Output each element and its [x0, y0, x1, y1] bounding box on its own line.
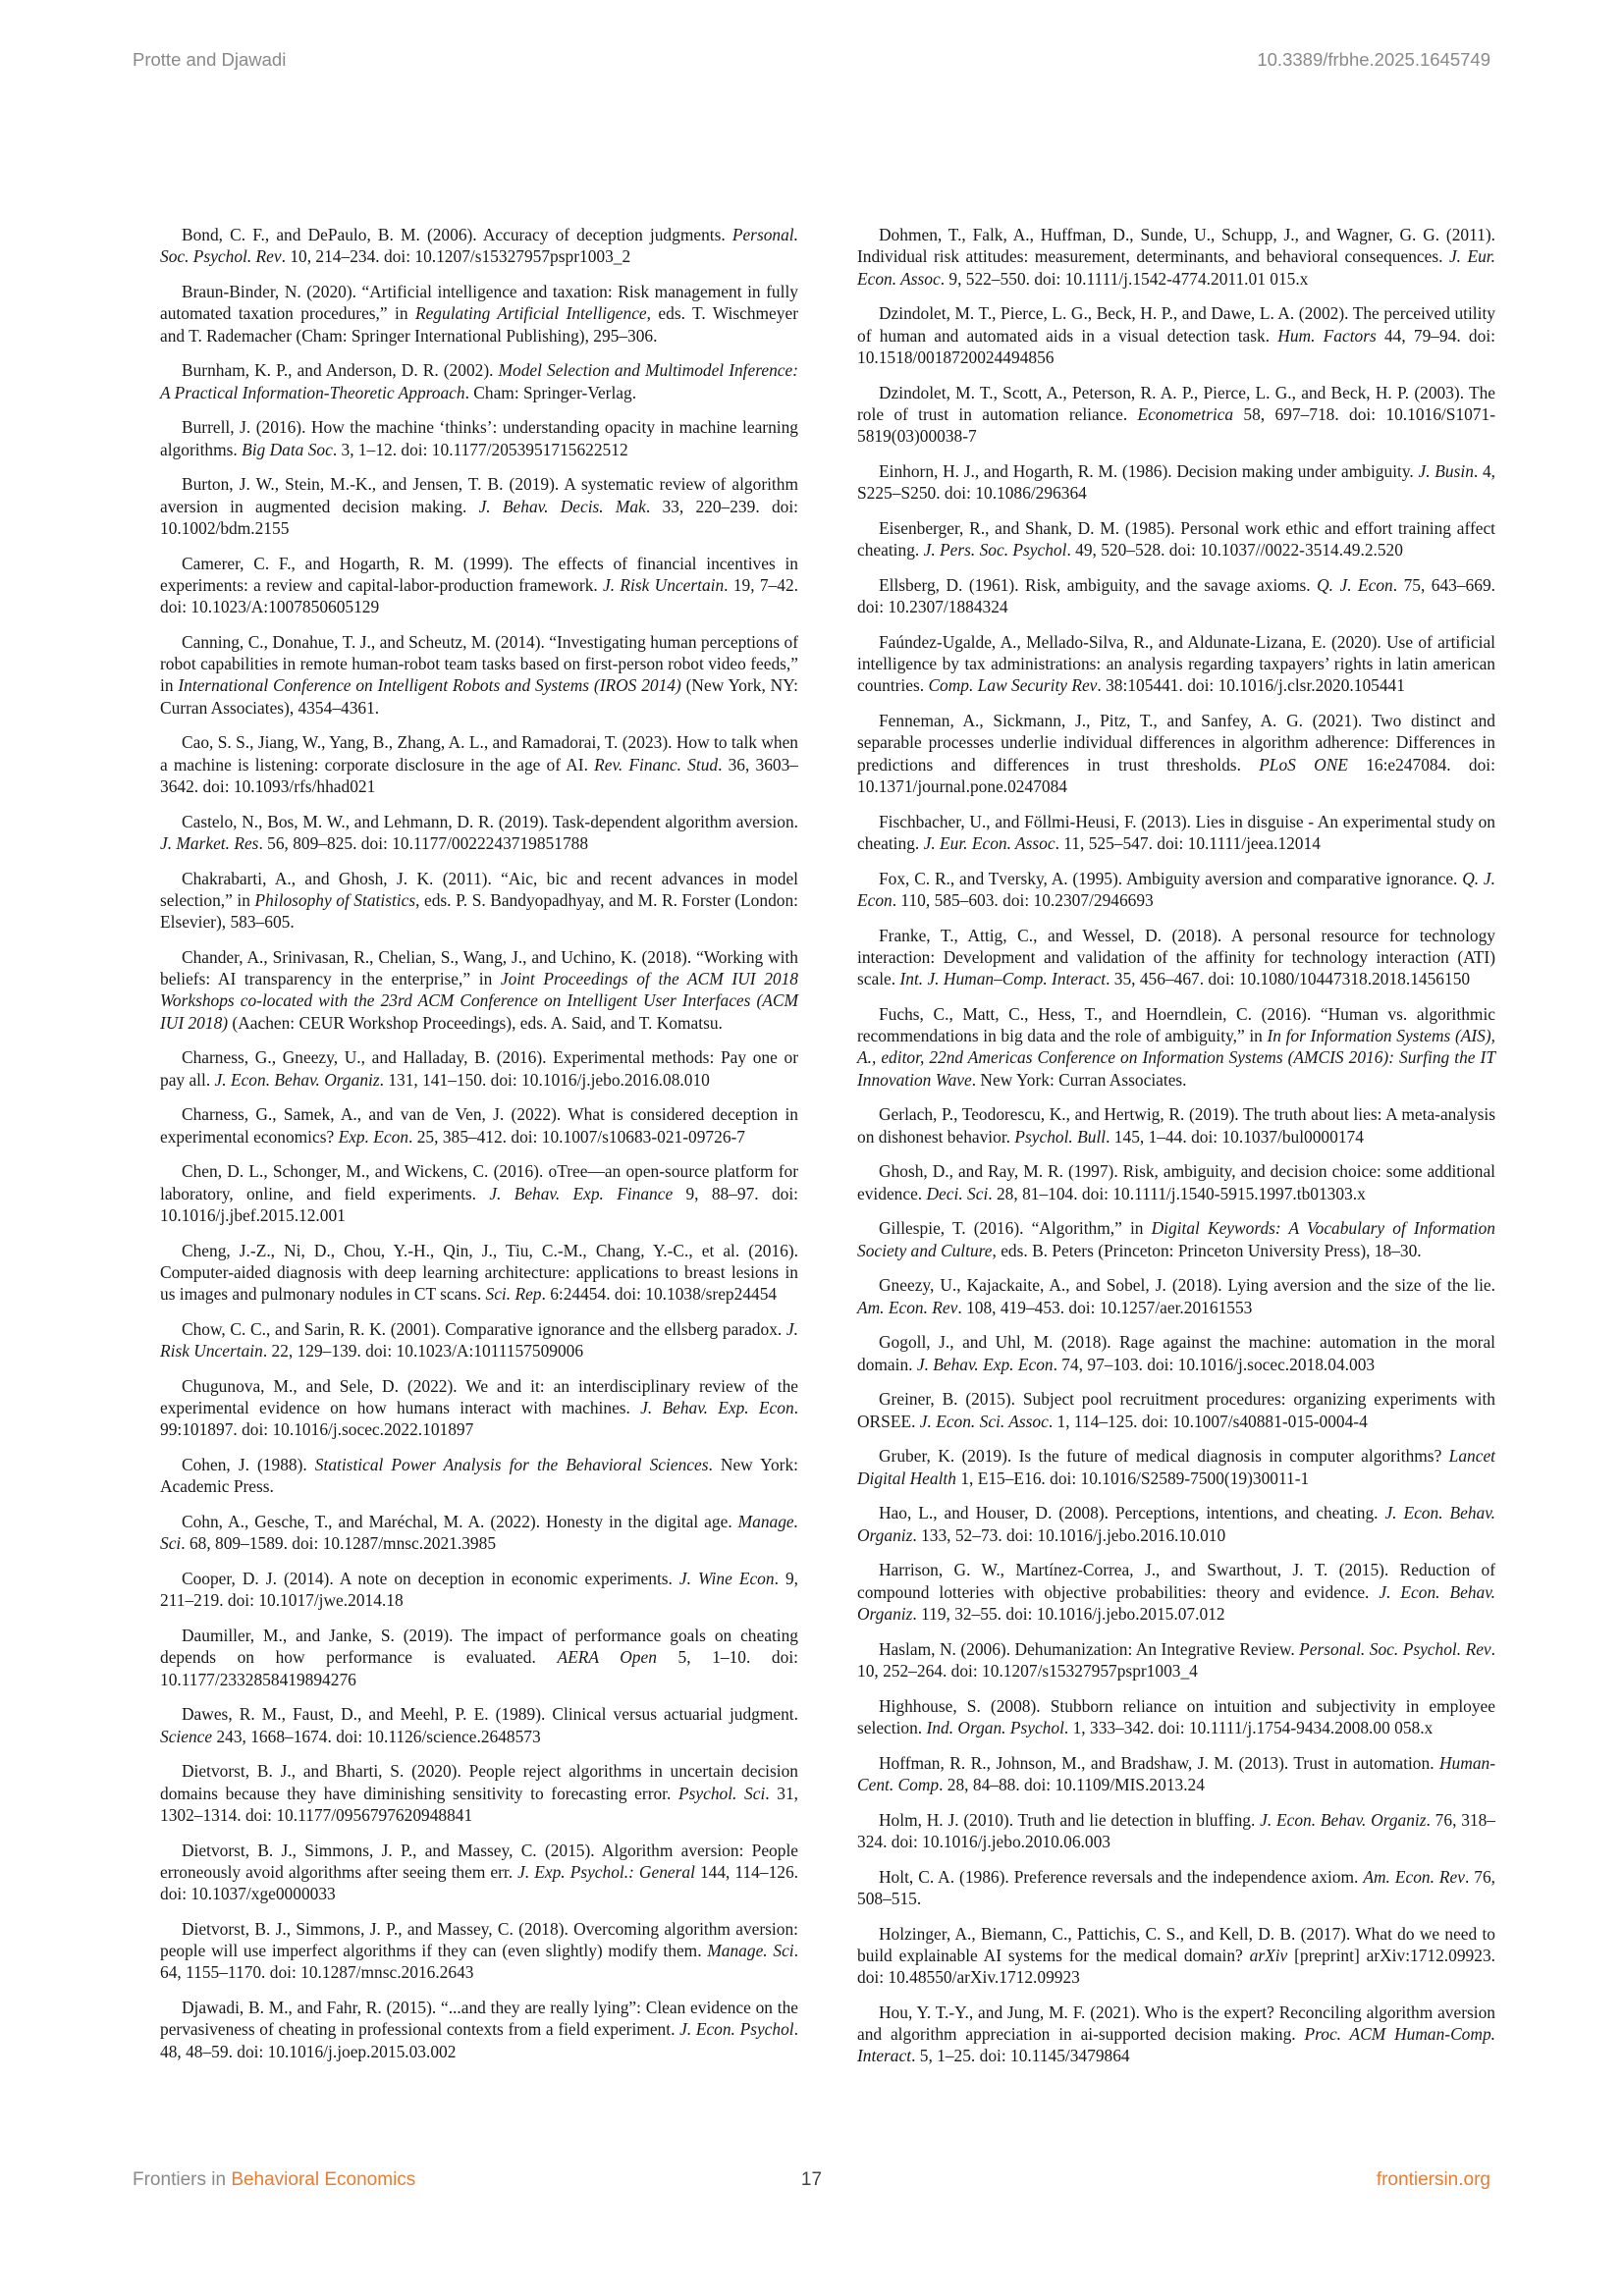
reference-text: Dohmen, T., Falk, A., Huffman, D., Sunde, U., Schupp, J., and Wagner, G. G. (2011). Individual risk attitudes: measurement, determinants, and behavioral consequences.	[857, 225, 1495, 267]
reference-entry	[160, 553, 798, 618]
page-number: 17	[800, 2169, 823, 2190]
reference-text: . 4, S225–S250. doi: 10.1086/296364	[857, 460, 1495, 503]
reference-text: . Cham: Springer-Verlag.	[464, 382, 637, 402]
reference-journal-title: Exp. Econ	[338, 1126, 409, 1147]
reference-entry	[857, 1103, 1495, 1148]
reference-entry	[857, 1445, 1495, 1489]
reference-journal-title: AERA Open	[557, 1647, 657, 1668]
reference-text: Dzindolet, M. T., Pierce, L. G., Beck, H. P., and Dawe, L. A. (2002). The perceived utility of human and automated aids in a visual detection task.	[857, 303, 1495, 346]
reference-text: . 68, 809–1589. doi: 10.1287/mnsc.2021.3985	[181, 1533, 497, 1554]
reference-text: Djawadi, B. M., and Fahr, R. (2015). “...and they are really lying”: Clean evidence on the pervasiveness of cheating in professional contexts from a field experiment.	[160, 1998, 798, 2040]
reference-entry	[857, 811, 1495, 855]
reference-text: 243, 1668–1674. doi: 10.1126/science.2648573	[212, 1726, 541, 1746]
reference-entry	[857, 460, 1495, 505]
reference-text: . New York: Academic Press.	[160, 1455, 798, 1497]
reference-text: . 6:24454. doi: 10.1038/srep24454	[541, 1284, 778, 1304]
reference-text: , eds. P. S. Bandyopadhyay, and M. R. Forster (London: Elsevier), 583–605.	[160, 889, 798, 932]
reference-entry	[857, 1752, 1495, 1796]
reference-entry	[160, 1760, 798, 1826]
reference-text: . 56, 809–825. doi: 10.1177/0022243719851788	[258, 832, 589, 853]
reference-entry	[857, 1809, 1495, 1853]
reference-entry	[160, 1997, 798, 2062]
reference-journal-title: J. Behav. Exp. Econ	[916, 1354, 1054, 1374]
reference-text: Dietvorst, B. J., Simmons, J. P., and Massey, C. (2015). Algorithm aversion: People erroneously avoid algorithms after seeing them err.	[160, 1840, 798, 1882]
reference-text: Einhorn, H. J., and Hogarth, R. M. (1986). Decision making under ambiguity.	[879, 460, 1419, 481]
reference-text: Cohen, J. (1988).	[182, 1455, 315, 1474]
reference-text: . 9, 522–550. doi: 10.1111/j.1542-4774.2011.01 015.x	[940, 268, 1309, 289]
reference-entry	[857, 517, 1495, 561]
reference-entry	[160, 1568, 798, 1612]
reference-entry	[160, 224, 798, 268]
reference-entry	[857, 631, 1495, 697]
reference-journal-title: J. Risk Uncertain	[160, 1318, 798, 1361]
reference-journal-title: Hum. Factors	[1277, 325, 1377, 346]
reference-text: Burton, J. W., Stein, M.-K., and Jensen, T. B. (2019). A systematic review of algorithm aversion in augmented decision making.	[160, 474, 798, 516]
reference-text: Franke, T., Attig, C., and Wessel, D. (2018). A personal resource for technology interaction: Development and validation of the affinity for technology interaction (ATI) scale.	[857, 925, 1495, 988]
reference-journal-title: PLoS ONE	[1259, 754, 1348, 774]
reference-entry	[160, 1046, 798, 1091]
reference-text: . 76, 318–324. doi: 10.1016/j.jebo.2010.06.003	[857, 1809, 1495, 1851]
reference-journal-title: Ind. Organ. Psychol	[926, 1717, 1064, 1737]
reference-text: Fenneman, A., Sickmann, J., Pitz, T., and Sanfey, A. G. (2021). Two distinct and separable processes underlie individual differences in algorithm adherence: Differences in predictions and differences in trust thresholds.	[857, 711, 1495, 774]
reference-text: . 1, 114–125. doi: 10.1007/s40881-015-0004-4	[1048, 1411, 1368, 1431]
reference-text: . 3, 1–12. doi: 10.1177/2053951715622512	[332, 439, 628, 459]
reference-text: Cheng, J.-Z., Ni, D., Chou, Y.-H., Qin, J., Tiu, C.-M., Chang, Y.-C., et al. (2016). Computer-aided diagnosis with deep learning architecture: applications to breast lesions in us images and pulmonary nodules in CT scans.	[160, 1240, 798, 1304]
reference-text: . 35, 456–467. doi: 10.1080/10447318.2018.1456150	[1106, 969, 1471, 988]
reference-entry	[857, 1388, 1495, 1432]
running-header	[133, 49, 1490, 79]
reference-text: Harrison, G. W., Martínez-Correa, J., and Swarthout, J. T. (2015). Reduction of compound lotteries with objective probabilities: theory and evidence.	[857, 1560, 1495, 1602]
reference-text: Burrell, J. (2016). How the machine ‘thinks’: understanding opacity in machine learning algorithms.	[160, 417, 798, 459]
reference-journal-title: Manage. Sci	[707, 1941, 794, 1960]
reference-journal-title: Philosophy of Statistics	[254, 889, 416, 910]
reference-journal-title: Digital Keywords: A Vocabulary of Information Society and Culture	[857, 1218, 1496, 1260]
reference-text: . 11, 525–547. doi: 10.1111/jeea.12014	[1055, 832, 1321, 853]
reference-text: 58, 697–718. doi: 10.1016/S1071-5819(03)00038-7	[857, 403, 1495, 446]
reference-journal-title: Psychol. Bull	[1014, 1126, 1107, 1147]
reference-text: . 10, 252–264. doi: 10.1207/s15327957pspr1003_4	[857, 1638, 1495, 1681]
reference-journal-title: J. Econ. Psychol	[679, 2019, 794, 2040]
reference-entry	[857, 1217, 1495, 1261]
reference-journal-title: Joint Proceedings of the ACM IUI 2018 Workshops co-located with the 23rd ACM Conference on Intelligent User Interfaces (ACM IUI 2018)	[160, 969, 798, 1033]
reference-text: . 25, 385–412. doi: 10.1007/s10683-021-09726-7	[408, 1126, 746, 1147]
reference-text: . New York: Curran Associates.	[971, 1069, 1187, 1090]
reference-entry	[160, 946, 798, 1034]
reference-text: Fuchs, C., Matt, C., Hess, T., and Hoerndlein, C. (2016). “Human vs. algorithmic recommendations in big data and the role of ambiguity,” in	[857, 1003, 1495, 1045]
reference-journal-title: Statistical Power Analysis for the Behavioral Sciences	[314, 1455, 709, 1474]
reference-text: . 110, 585–603. doi: 10.2307/2946693	[892, 889, 1154, 910]
reference-journal-title: Manage. Sci	[160, 1512, 798, 1554]
reference-text: Dawes, R. M., Faust, D., and Meehl, P. E. (1989). Clinical versus actuarial judgment.	[182, 1704, 798, 1725]
reference-entry	[160, 1103, 798, 1148]
reference-text: Holzinger, A., Biemann, C., Pattichis, C. S., and Kell, D. B. (2017). What do we need to build explainable AI systems for the medical domain?	[857, 1923, 1495, 1965]
reference-entry	[857, 1559, 1495, 1625]
reference-entry	[160, 359, 798, 403]
footer-site-link[interactable]: frontiersin.org	[1376, 2169, 1490, 2190]
reference-entry	[857, 1331, 1495, 1375]
reference-entry	[160, 631, 798, 719]
reference-text: Hao, L., and Houser, D. (2008). Perceptions, intentions, and cheating.	[879, 1503, 1385, 1523]
reference-text: Gneezy, U., Kajackaite, A., and Sobel, J. (2018). Lying aversion and the size of the lie.	[879, 1275, 1495, 1296]
reference-entry	[160, 1160, 798, 1226]
reference-journal-title: J. Market. Res	[160, 832, 259, 853]
reference-entry	[857, 1923, 1495, 1989]
reference-entry	[160, 868, 798, 934]
reference-text: Chakrabarti, A., and Ghosh, J. K. (2011). “Aic, bic and recent advances in model selection,” in	[160, 868, 798, 910]
reference-entry	[160, 811, 798, 855]
reference-journal-title: Human-Cent. Comp	[857, 1752, 1495, 1794]
reference-text: Chander, A., Srinivasan, R., Chelian, S., Wang, J., and Uchino, K. (2018). “Working with beliefs: AI transparency in the enterprise,” in	[160, 946, 798, 988]
reference-text: Gogoll, J., and Uhl, M. (2018). Rage against the machine: automation in the moral domain.	[857, 1332, 1495, 1374]
reference-text: . 99:101897. doi: 10.1016/j.socec.2022.101897	[160, 1398, 799, 1440]
reference-text: . 64, 1155–1170. doi: 10.1287/mnsc.2016.2643	[160, 1941, 798, 1983]
reference-text: Dzindolet, M. T., Scott, A., Peterson, R. A. P., Pierce, L. G., and Beck, H. P. (2003). The role of trust in automation reliance.	[857, 382, 1495, 424]
reference-text: . 75, 643–669. doi: 10.2307/1884324	[857, 574, 1495, 616]
reference-entry	[857, 1003, 1495, 1091]
reference-journal-title: J. Eur. Econ. Assoc	[923, 832, 1056, 853]
reference-text: Holm, H. J. (2010). Truth and lie detection in bluffing.	[879, 1809, 1261, 1830]
reference-text: Dietvorst, B. J., Simmons, J. P., and Massey, C. (2018). Overcoming algorithm aversion: people will use imperfect algorithms if they can (even slightly) modify them.	[160, 1918, 798, 1960]
reference-text: 5, 1–10. doi: 10.1177/2332858419894276	[160, 1647, 798, 1689]
reference-journal-title: J. Risk Uncertain	[603, 574, 725, 595]
reference-journal-title: Proc. ACM Human-Comp. Interact	[857, 2024, 1495, 2066]
reference-text: Burnham, K. P., and Anderson, D. R. (2002).	[182, 360, 499, 381]
reference-journal-title: J. Econ. Behav. Organiz	[857, 1581, 1495, 1624]
reference-text: Faúndez-Ugalde, A., Mellado-Silva, R., and Aldunate-Lizana, E. (2020). Use of artificial intelligence by tax administrations: an analysis regarding taxpayers’ rights in latin american countries.	[857, 631, 1495, 696]
page-footer	[133, 2169, 1490, 2199]
reference-text: (New York, NY: Curran Associates), 4354–4361.	[160, 675, 798, 718]
reference-text: , eds. B. Peters (Princeton: Princeton University Press), 18–30.	[992, 1240, 1422, 1260]
reference-entry	[857, 925, 1495, 990]
reference-text: Cohn, A., Gesche, T., and Maréchal, M. A. (2022). Honesty in the digital age.	[182, 1512, 738, 1531]
reference-text: Holt, C. A. (1986). Preference reversals and the independence axiom.	[879, 1866, 1364, 1887]
reference-entry	[160, 1840, 798, 1905]
reference-journal-title: J. Econ. Behav. Organiz	[214, 1069, 380, 1090]
reference-text: Cao, S. S., Jiang, W., Yang, B., Zhang, A. L., and Ramadorai, T. (2023). How to talk when a machine is listening: corporate disclosure in the age of AI.	[160, 732, 798, 774]
reference-text: . 36, 3603–3642. doi: 10.1093/rfs/hhad021	[160, 754, 798, 796]
reference-journal-title: International Conference on Intelligent Robots and Systems (IROS 2014)	[178, 675, 681, 696]
reference-text: 16:e247084. doi: 10.1371/journal.pone.0247084	[857, 754, 1495, 796]
reference-text: Charness, G., Samek, A., and van de Ven, J. (2022). What is considered deception in experimental economics?	[160, 1104, 798, 1147]
reference-text: Fox, C. R., and Tversky, A. (1995). Ambiguity aversion and comparative ignorance.	[879, 868, 1463, 888]
reference-text: . 131, 141–150. doi: 10.1016/j.jebo.2016.08.010	[379, 1069, 710, 1090]
reference-entry	[160, 473, 798, 539]
reference-text: . 5, 1–25. doi: 10.1145/3479864	[911, 2046, 1130, 2066]
reference-text: . 74, 97–103. doi: 10.1016/j.socec.2018.04.003	[1053, 1354, 1376, 1374]
reference-journal-title: Econometrica	[1137, 403, 1234, 424]
reference-entry	[160, 1625, 798, 1690]
reference-journal-title: J. Behav. Decis. Mak	[478, 496, 646, 516]
reference-text: . 31, 1302–1314. doi: 10.1177/0956797620948841	[160, 1783, 799, 1825]
reference-text: . 145, 1–44. doi: 10.1037/bul0000174	[1106, 1126, 1364, 1147]
reference-text: . 38:105441. doi: 10.1016/j.clsr.2020.105441	[1097, 675, 1405, 696]
reference-text: Charness, G., Gneezy, U., and Halladay, B. (2016). Experimental methods: Pay one or pay all.	[160, 1047, 798, 1090]
reference-text: . 133, 52–73. doi: 10.1016/j.jebo.2016.10.010	[912, 1524, 1226, 1545]
reference-text: Chugunova, M., and Sele, D. (2022). We and it: an interdisciplinary review of the experimental evidence on how humans interact with machines.	[160, 1375, 798, 1417]
reference-entry	[160, 1703, 798, 1747]
reference-journal-title: Am. Econ. Rev	[857, 1297, 958, 1317]
reference-journal-title: J. Behav. Exp. Econ	[640, 1398, 794, 1417]
reference-text: Daumiller, M., and Janke, S. (2019). The impact of performance goals on cheating depends on how performance is evaluated.	[160, 1626, 798, 1668]
reference-text: . 49, 520–528. doi: 10.1037//0022-3514.49.2.520	[1066, 540, 1403, 560]
reference-text: [preprint] arXiv:1712.09923. doi: 10.48550/arXiv.1712.09923	[857, 1945, 1495, 1987]
reference-text: . 9, 211–219. doi: 10.1017/jwe.2014.18	[160, 1569, 798, 1611]
reference-text: Braun-Binder, N. (2020). “Artificial intelligence and taxation: Risk management in fully automated taxation procedures,” in	[160, 282, 798, 324]
reference-text: Ellsberg, D. (1961). Risk, ambiguity, and the savage axioms.	[879, 574, 1318, 595]
reference-entry	[160, 1240, 798, 1306]
reference-journal-title: J. Pers. Soc. Psychol	[923, 540, 1067, 560]
reference-text: Haslam, N. (2006). Dehumanization: An Integrative Review.	[879, 1638, 1300, 1659]
reference-text: . 10, 214–234. doi: 10.1207/s15327957pspr1003_2	[281, 246, 631, 267]
reference-text: Hoffman, R. R., Johnson, M., and Bradshaw, J. M. (2013). Trust in automation.	[879, 1752, 1439, 1773]
reference-text: Fischbacher, U., and Föllmi-Heusi, F. (2013). Lies in disguise - An experimental study on cheating.	[857, 811, 1495, 853]
reference-text: 9, 88–97. doi: 10.1016/j.jbef.2015.12.001	[160, 1183, 798, 1225]
reference-text: . 22, 129–139. doi: 10.1023/A:1011157509006	[262, 1341, 584, 1361]
reference-entry	[160, 1918, 798, 1984]
reference-entry	[160, 1375, 798, 1441]
reference-entry	[857, 1160, 1495, 1204]
reference-text: Hou, Y. T.-Y., and Jung, M. F. (2021). Who is the expert? Reconciling algorithm aversion and algorithm appreciation in ai-supported decision making.	[857, 2002, 1495, 2044]
reference-journal-title: J. Behav. Exp. Finance	[489, 1183, 674, 1203]
reference-entry	[857, 574, 1495, 618]
references-column-right	[857, 224, 1495, 2080]
reference-journal-title: Psychol. Sci	[678, 1783, 766, 1803]
reference-text: , eds. T. Wischmeyer and T. Rademacher (Cham: Springer International Publishing), 295–306.	[160, 303, 798, 346]
reference-journal-title: Regulating Artificial Intelligence	[414, 303, 647, 324]
reference-journal-title: Personal. Soc. Psychol. Rev	[160, 225, 798, 267]
reference-text: Gruber, K. (2019). Is the future of medical diagnosis in computer algorithms?	[879, 1446, 1449, 1467]
reference-journal-title: J. Exp. Psychol.: General	[517, 1861, 695, 1882]
reference-journal-title: J. Wine Econ	[678, 1569, 775, 1588]
reference-journal-title: J. Busin	[1418, 460, 1474, 481]
reference-journal-title: Deci. Sci	[926, 1183, 989, 1203]
reference-journal-title: In for Information Systems (AIS), A., editor, 22nd Americas Conference on Information Systems (AMCIS 2016): Surfing the IT Innovation Wave	[857, 1026, 1495, 1090]
reference-journal-title: Personal. Soc. Psychol. Rev	[1299, 1638, 1491, 1659]
reference-journal-title: Q. J. Econ	[1317, 574, 1393, 595]
reference-journal-title: Science	[160, 1726, 213, 1746]
reference-journal-title: Am. Econ. Rev	[1363, 1866, 1465, 1887]
reference-journal-title: J. Eur. Econ. Assoc	[857, 246, 1495, 289]
reference-journal-title: Lancet Digital Health	[857, 1446, 1495, 1488]
reference-entry	[857, 382, 1495, 448]
reference-entry	[857, 868, 1495, 912]
footer-journal-name: Behavioral Economics	[231, 2169, 416, 2190]
reference-entry	[160, 1511, 798, 1555]
reference-entry	[857, 1274, 1495, 1318]
reference-entry	[857, 710, 1495, 797]
reference-text: 44, 79–94. doi: 10.1518/0018720024494856	[857, 325, 1495, 367]
reference-text: . 1, 333–342. doi: 10.1111/j.1754-9434.2008.00 058.x	[1063, 1717, 1434, 1737]
reference-journal-title: arXiv	[1249, 1945, 1288, 1965]
reference-text: Gillespie, T. (2016). “Algorithm,” in	[879, 1218, 1152, 1239]
header-authors: Protte and Djawadi	[133, 49, 287, 70]
reference-journal-title: J. Econ. Sci. Assoc	[919, 1411, 1049, 1431]
reference-journal-title: Comp. Law Security Rev	[928, 675, 1098, 696]
reference-text: . 19, 7–42. doi: 10.1023/A:1007850605129	[160, 574, 798, 616]
references-section	[160, 224, 1497, 2089]
header-doi[interactable]: 10.3389/frbhe.2025.1645749	[1257, 49, 1490, 70]
reference-text: 144, 114–126. doi: 10.1037/xge0000033	[160, 1861, 799, 1903]
reference-entry	[160, 731, 798, 797]
footer-journal-prefix: Frontiers in	[133, 2169, 232, 2190]
reference-text: Greiner, B. (2015). Subject pool recruitment procedures: organizing experiments with ORSEE.	[857, 1389, 1495, 1431]
reference-journal-title: Model Selection and Multimodel Inference: A Practical Information-Theoretic Approach	[160, 360, 798, 402]
reference-entry	[160, 416, 798, 460]
reference-text: Chen, D. L., Schonger, M., and Wickens, C. (2016). oTree—an open-source platform for laboratory, online, and field experiments.	[160, 1161, 798, 1203]
reference-journal-title: J. Econ. Behav. Organiz	[1260, 1809, 1427, 1830]
reference-text: . 33, 220–239. doi: 10.1002/bdm.2155	[160, 496, 799, 538]
reference-text: Eisenberger, R., and Shank, D. M. (1985). Personal work ethic and effort training affect cheating.	[857, 517, 1495, 560]
reference-entry	[857, 1502, 1495, 1546]
reference-text: Chow, C. C., and Sarin, R. K. (2001). Comparative ignorance and the ellsberg paradox.	[182, 1318, 786, 1339]
reference-entry	[160, 1318, 798, 1362]
reference-text: Gerlach, P., Teodorescu, K., and Hertwig, R. (2019). The truth about lies: A meta-analysis on dishonest behavior.	[857, 1104, 1495, 1147]
reference-text: (Aachen: CEUR Workshop Proceedings), eds. A. Said, and T. Komatsu.	[228, 1012, 723, 1033]
reference-text: Bond, C. F., and DePaulo, B. M. (2006). Accuracy of deception judgments.	[182, 225, 732, 244]
reference-text: Dietvorst, B. J., and Bharti, S. (2020). People reject algorithms in uncertain decision domains because they have diminishing sensitivity to forecasting error.	[160, 1761, 798, 1803]
reference-entry	[857, 302, 1495, 368]
reference-text: Highhouse, S. (2008). Stubborn reliance on intuition and subjectivity in employee selection.	[857, 1695, 1495, 1737]
reference-journal-title: Rev. Financ. Stud	[594, 754, 719, 774]
reference-entry	[857, 2002, 1495, 2067]
reference-journal-title: Q. J. Econ	[857, 868, 1495, 910]
reference-text: . 76, 508–515.	[857, 1866, 1495, 1908]
reference-entry	[857, 1866, 1495, 1910]
reference-text: Canning, C., Donahue, T. J., and Scheutz, M. (2014). “Investigating human perceptions of robot capabilities in remote human-robot team tasks based on first-person robot video feeds,” in	[160, 631, 798, 696]
reference-text: Castelo, N., Bos, M. W., and Lehmann, D. R. (2019). Task-dependent algorithm aversion.	[182, 811, 798, 831]
reference-journal-title: Sci. Rep	[485, 1284, 542, 1304]
reference-text: . 108, 419–453. doi: 10.1257/aer.20161553	[957, 1297, 1253, 1317]
reference-text: Cooper, D. J. (2014). A note on deception in economic experiments.	[182, 1569, 679, 1588]
reference-entry	[857, 1695, 1495, 1739]
reference-entry	[160, 281, 798, 347]
reference-journal-title: Int. J. Human–Comp. Interact	[899, 969, 1107, 988]
reference-text: . 48, 48–59. doi: 10.1016/j.joep.2015.03.002	[160, 2019, 798, 2061]
reference-entry	[857, 224, 1495, 290]
reference-text: . 28, 84–88. doi: 10.1109/MIS.2013.24	[939, 1774, 1205, 1794]
reference-journal-title: Big Data Soc	[242, 439, 333, 459]
reference-text: Camerer, C. F., and Hogarth, R. M. (1999). The effects of financial incentives in experiments: a review and capital-labor-production framework.	[160, 553, 798, 595]
reference-text: Ghosh, D., and Ray, M. R. (1997). Risk, ambiguity, and decision choice: some additional evidence.	[857, 1161, 1495, 1203]
references-column-left	[160, 224, 798, 2075]
reference-text: . 28, 81–104. doi: 10.1111/j.1540-5915.1997.tb01303.x	[988, 1183, 1366, 1203]
reference-text: . 119, 32–55. doi: 10.1016/j.jebo.2015.07.012	[912, 1603, 1225, 1624]
reference-entry	[857, 1638, 1495, 1682]
reference-entry	[160, 1454, 798, 1498]
reference-journal-title: J. Econ. Behav. Organiz	[857, 1503, 1495, 1545]
reference-text: 1, E15–E16. doi: 10.1016/S2589-7500(19)30011-1	[955, 1468, 1310, 1488]
